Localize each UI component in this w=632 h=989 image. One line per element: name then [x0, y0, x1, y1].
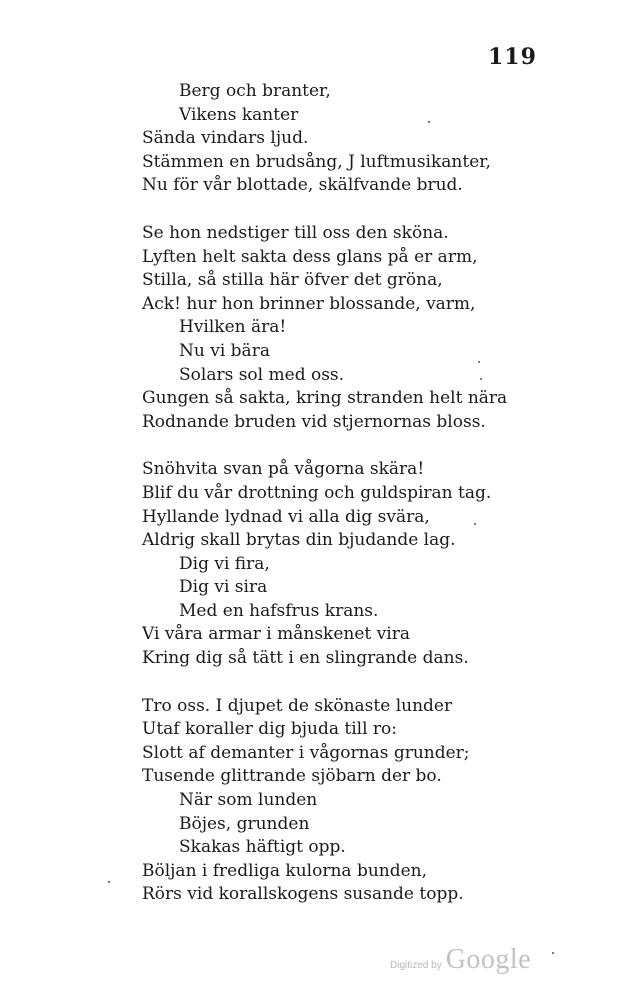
poem-line: Ack! hur hon brinner blossande, varm,: [142, 293, 476, 314]
poem-line: Solars sol med oss.: [179, 364, 345, 385]
digitized-by-label: Digitized by: [390, 960, 442, 971]
poem-line: Gungen så sakta, kring stranden helt nära: [142, 388, 508, 409]
poem-line: Utaf koraller dig bjuda till ro:: [142, 719, 398, 740]
stanza: [142, 458, 542, 670]
poem-line: Sända vindars ljud.: [142, 128, 309, 149]
stanza: [142, 80, 542, 198]
ink-speck: [552, 952, 554, 954]
poem: [142, 80, 542, 931]
google-logo: Google: [445, 944, 532, 975]
ink-speck: [480, 378, 482, 380]
poem-line: Lyften helt sakta dess glans på er arm,: [142, 246, 478, 267]
poem-line: Nu för vår blottade, skälfvande brud.: [142, 175, 463, 196]
poem-line: Tusende glittrande sjöbarn der bo.: [142, 766, 442, 787]
poem-line: Rörs vid korallskogens susande topp.: [142, 884, 464, 905]
poem-line: Vi våra armar i månskenet vira: [142, 624, 410, 645]
digitized-by-watermark: [390, 944, 531, 976]
poem-line: Vikens kanter: [179, 104, 299, 125]
page-number: 119: [488, 44, 537, 70]
poem-line: Hyllande lydnad vi alla dig svära,: [142, 506, 430, 527]
poem-line: Stilla, så stilla här öfver det gröna,: [142, 270, 443, 291]
ink-speck: [474, 523, 476, 525]
poem-line: Med en hafsfrus krans.: [179, 600, 379, 621]
poem-line: Stämmen en brudsång, J luftmusikanter,: [142, 151, 491, 172]
poem-line: Tro oss. I djupet de skönaste lunder: [142, 695, 453, 716]
poem-line: Berg och branter,: [179, 81, 331, 101]
poem-line: Aldrig skall brytas din bjudande lag.: [142, 530, 456, 551]
poem-line: Hvilken ära!: [179, 317, 287, 338]
stanza: [142, 222, 542, 434]
stanza: [142, 695, 542, 907]
poem-line: Skakas häftigt opp.: [179, 837, 346, 858]
poem-line: Böjes, grunden: [179, 813, 310, 834]
ink-speck: [108, 881, 110, 883]
poem-line: Snöhvita svan på vågorna skära!: [142, 459, 425, 480]
ink-speck: [428, 121, 430, 123]
poem-line: Se hon nedstiger till oss den sköna.: [142, 222, 449, 243]
poem-line: Böljan i fredliga kulorna bunden,: [142, 860, 428, 881]
poem-line: När som lunden: [179, 790, 318, 811]
poem-line: Slott af demanter i vågornas grunder;: [142, 742, 470, 763]
poem-line: Nu vi bära: [179, 340, 270, 361]
poem-line: Rodnande bruden vid stjernornas bloss.: [142, 411, 486, 432]
poem-line: Dig vi sira: [179, 577, 268, 598]
poem-line: Dig vi fira,: [179, 553, 270, 574]
poem-line: Kring dig så tätt i en slingrande dans.: [142, 648, 469, 669]
ink-speck: [478, 361, 480, 363]
poem-line: Blif du vår drottning och guldspiran tag.: [142, 482, 492, 503]
